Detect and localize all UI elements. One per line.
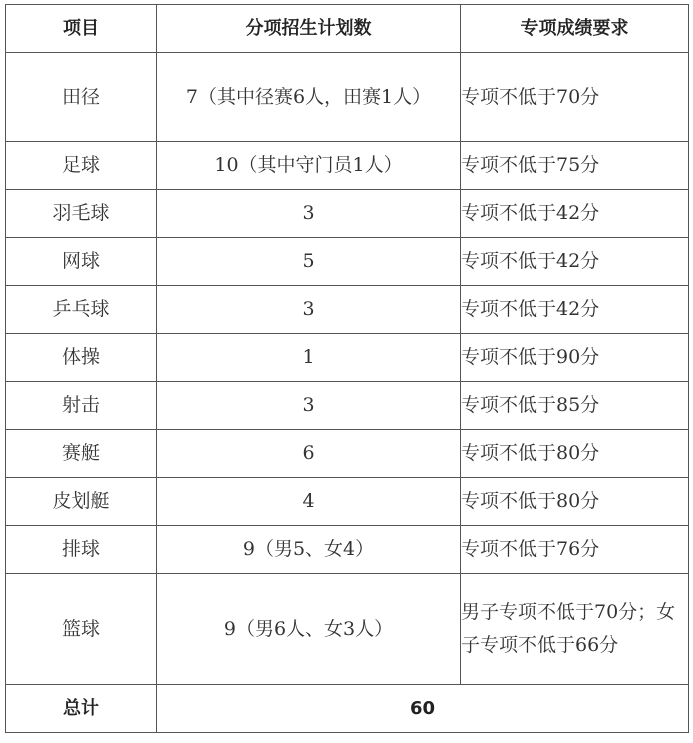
table-row bbox=[6, 190, 689, 238]
requirement-cell: 专项不低于75分 bbox=[461, 142, 689, 190]
item-cell: 皮划艇 bbox=[6, 478, 157, 526]
requirement-cell: 专项不低于70分 bbox=[461, 53, 689, 142]
table-row bbox=[6, 53, 689, 142]
item-cell: 羽毛球 bbox=[6, 190, 157, 238]
table-row bbox=[6, 334, 689, 382]
requirement-cell: 专项不低于80分 bbox=[461, 478, 689, 526]
requirement-cell: 专项不低于42分 bbox=[461, 286, 689, 334]
header-requirement: 专项成绩要求 bbox=[461, 5, 689, 53]
quota-cell: 9（男6人、女3人） bbox=[157, 574, 461, 685]
item-cell: 乒乓球 bbox=[6, 286, 157, 334]
requirement-cell: 专项不低于80分 bbox=[461, 430, 689, 478]
header-row bbox=[6, 5, 689, 53]
quota-cell: 6 bbox=[157, 430, 461, 478]
table-row bbox=[6, 526, 689, 574]
quota-cell: 3 bbox=[157, 286, 461, 334]
enrollment-quota-table bbox=[5, 4, 689, 733]
requirement-cell: 专项不低于90分 bbox=[461, 334, 689, 382]
table-row bbox=[6, 238, 689, 286]
table-row bbox=[6, 142, 689, 190]
total-row bbox=[6, 685, 689, 733]
item-cell: 篮球 bbox=[6, 574, 157, 685]
table-row bbox=[6, 286, 689, 334]
table-row bbox=[6, 430, 689, 478]
quota-cell: 1 bbox=[157, 334, 461, 382]
item-cell: 射击 bbox=[6, 382, 157, 430]
item-cell: 赛艇 bbox=[6, 430, 157, 478]
quota-cell: 10（其中守门员1人） bbox=[157, 142, 461, 190]
item-cell: 排球 bbox=[6, 526, 157, 574]
total-value: 60 bbox=[157, 685, 689, 733]
quota-cell: 9（男5、女4） bbox=[157, 526, 461, 574]
quota-cell: 3 bbox=[157, 190, 461, 238]
header-quota: 分项招生计划数 bbox=[157, 5, 461, 53]
quota-cell: 3 bbox=[157, 382, 461, 430]
requirement-cell: 专项不低于42分 bbox=[461, 190, 689, 238]
requirement-cell: 专项不低于85分 bbox=[461, 382, 689, 430]
item-cell: 体操 bbox=[6, 334, 157, 382]
table-row bbox=[6, 382, 689, 430]
requirement-cell: 专项不低于76分 bbox=[461, 526, 689, 574]
item-cell: 网球 bbox=[6, 238, 157, 286]
table-row bbox=[6, 478, 689, 526]
quota-cell: 4 bbox=[157, 478, 461, 526]
item-cell: 足球 bbox=[6, 142, 157, 190]
quota-cell: 5 bbox=[157, 238, 461, 286]
item-cell: 田径 bbox=[6, 53, 157, 142]
total-label: 总计 bbox=[6, 685, 157, 733]
requirement-cell: 专项不低于42分 bbox=[461, 238, 689, 286]
table-row bbox=[6, 574, 689, 685]
header-item: 项目 bbox=[6, 5, 157, 53]
requirement-cell: 男子专项不低于70分；女子专项不低于66分 bbox=[461, 574, 689, 685]
quota-cell: 7（其中径赛6人，田赛1人） bbox=[157, 53, 461, 142]
